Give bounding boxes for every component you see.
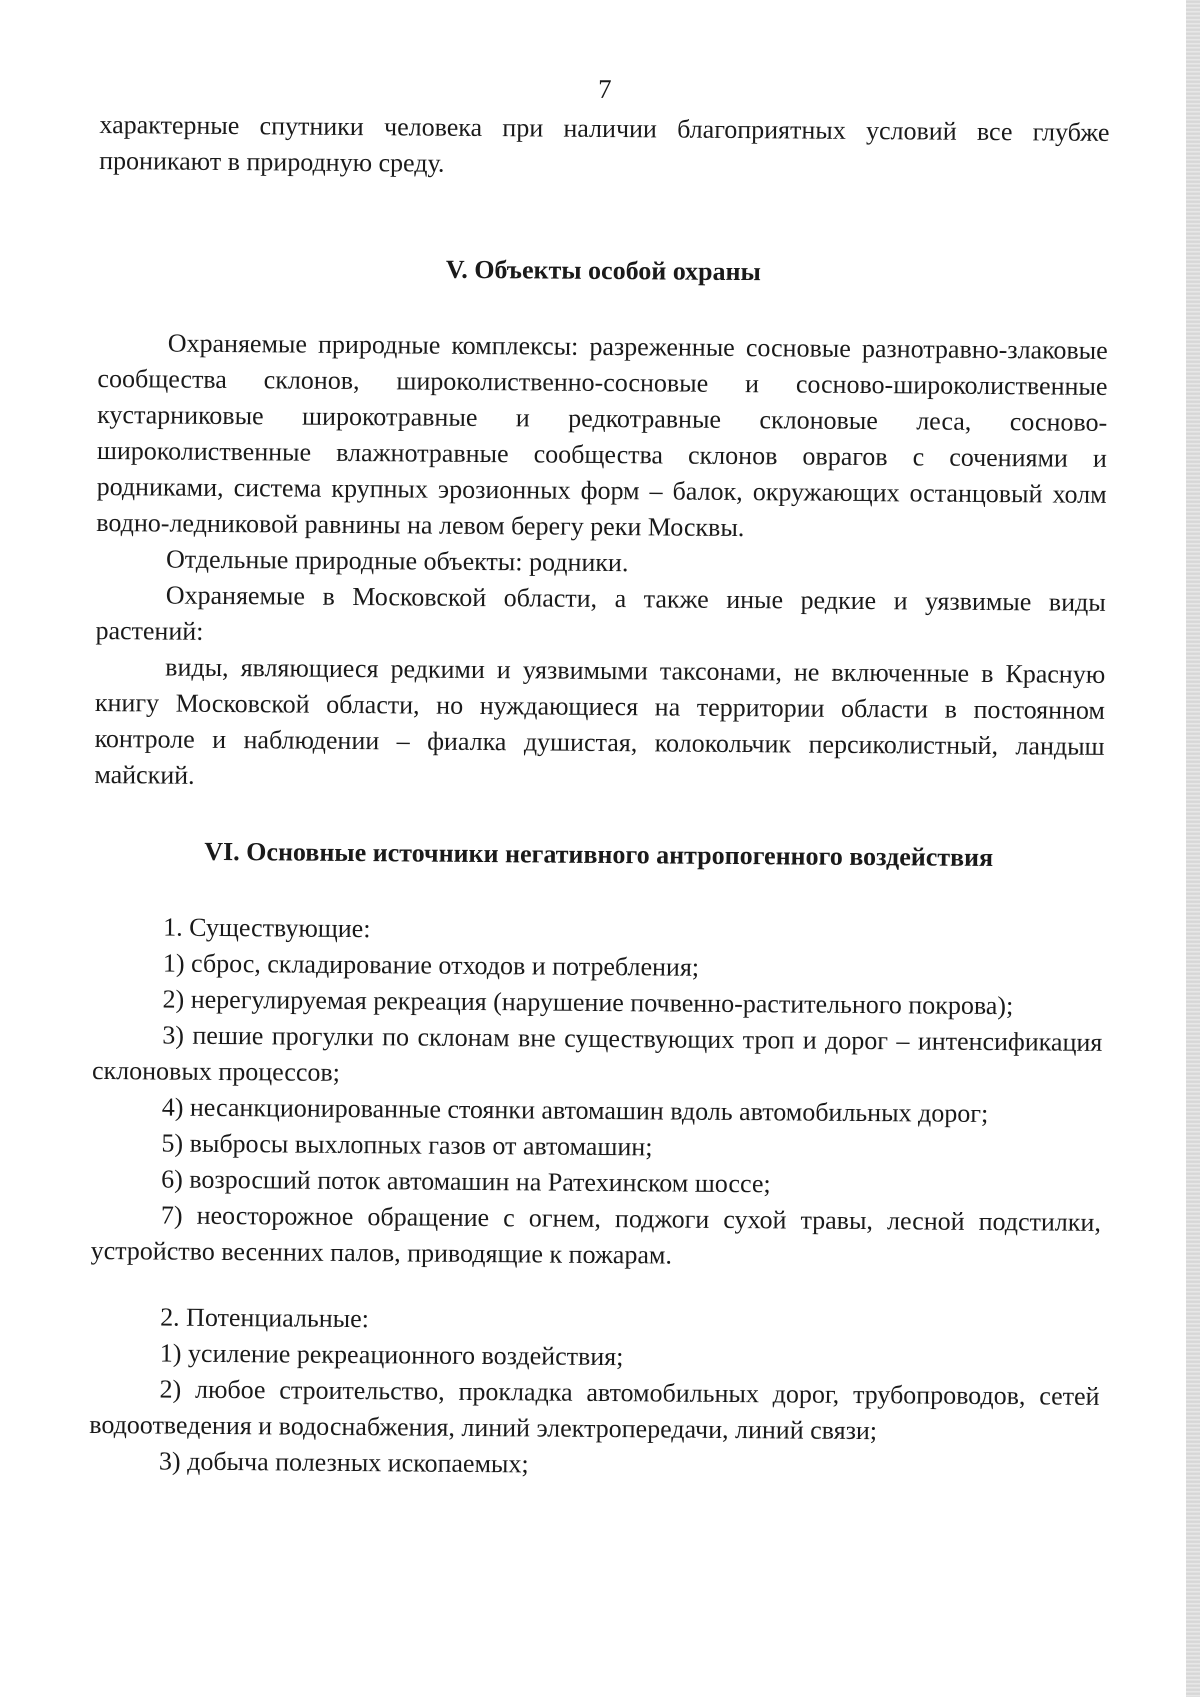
section-5-paragraph: Отдельные природные объекты: родники.: [165, 544, 629, 578]
existing-sources-title: 1. Существующие:: [163, 912, 371, 944]
existing-source-item: 3) пешие прогулки по склонам вне существующих троп и дорог – интенсификация склоновых процессов;: [91, 1020, 1103, 1087]
existing-source-item: 4) несанкционированные стоянки автомашин вдоль автомобильных дорог;: [161, 1092, 989, 1129]
existing-source-item: 7) неосторожное обращение с огнем, поджоги сухой травы, лесной подстилки, устройство весенних палов, приводящие к пожарам.: [90, 1200, 1102, 1270]
section-5-heading: V. Объекты особой охраны: [445, 254, 761, 287]
section-6-heading: VI. Основные источники негативного антропогенного воздействия: [204, 836, 994, 873]
section-5-paragraph: виды, являющиеся редкими и уязвимыми таксонами, не включенные в Красную книгу Московской области, но нуждающиеся на территории области в постоянном контроле и наблюдении – фиалка душистая, колокольчик персиколистный, ландыш майский.: [94, 652, 1106, 790]
potential-source-item: 1) усиление рекреационного воздействия;: [159, 1338, 624, 1372]
existing-source-item: 6) возросший поток автомашин на Ратехинском шоссе;: [161, 1164, 771, 1199]
existing-source-item: 5) выбросы выхлопных газов от автомашин;: [161, 1128, 653, 1162]
page-content: [89, 60, 1110, 1487]
potential-sources-title: 2. Потенциальные:: [160, 1302, 370, 1334]
intro-paragraph: характерные спутники человека при наличии благоприятных условий все глубже проникают в природную среду.: [99, 109, 1110, 178]
page-number: 7: [597, 73, 612, 105]
existing-source-item: 1) сброс, складирование отходов и потребления;: [162, 948, 700, 982]
existing-source-item: 2) нерегулируемая рекреация (нарушение почвенно-растительного покрова);: [162, 984, 1014, 1021]
scan-edge: [1186, 0, 1200, 1697]
potential-source-item: 2) любое строительство, прокладка автомобильных дорог, трубопроводов, сетей водоотведения и водоснабжения, линий электропередачи, линий связи;: [89, 1374, 1100, 1446]
potential-source-item: 3) добыча полезных ископаемых;: [158, 1446, 529, 1479]
section-5-paragraph: Охраняемые природные комплексы: разреженные сосновые разнотравно-злаковые сообщества склонов, широколиственно-сосновые и сосново-широколиственные кустарниковые широкотравные и редкотравные склоновые леса, сосново-широколиственные влажнотравные сообщества склонов оврагов с сочениями и родниками, система крупных эрозионных форм – балок, окружающих останцовый холм водно-ледниковой равнины на левом берегу реки Москвы.: [96, 328, 1108, 543]
section-5-paragraph: Охраняемые в Московской области, а также иные редкие и уязвимые виды растений:: [95, 580, 1106, 646]
